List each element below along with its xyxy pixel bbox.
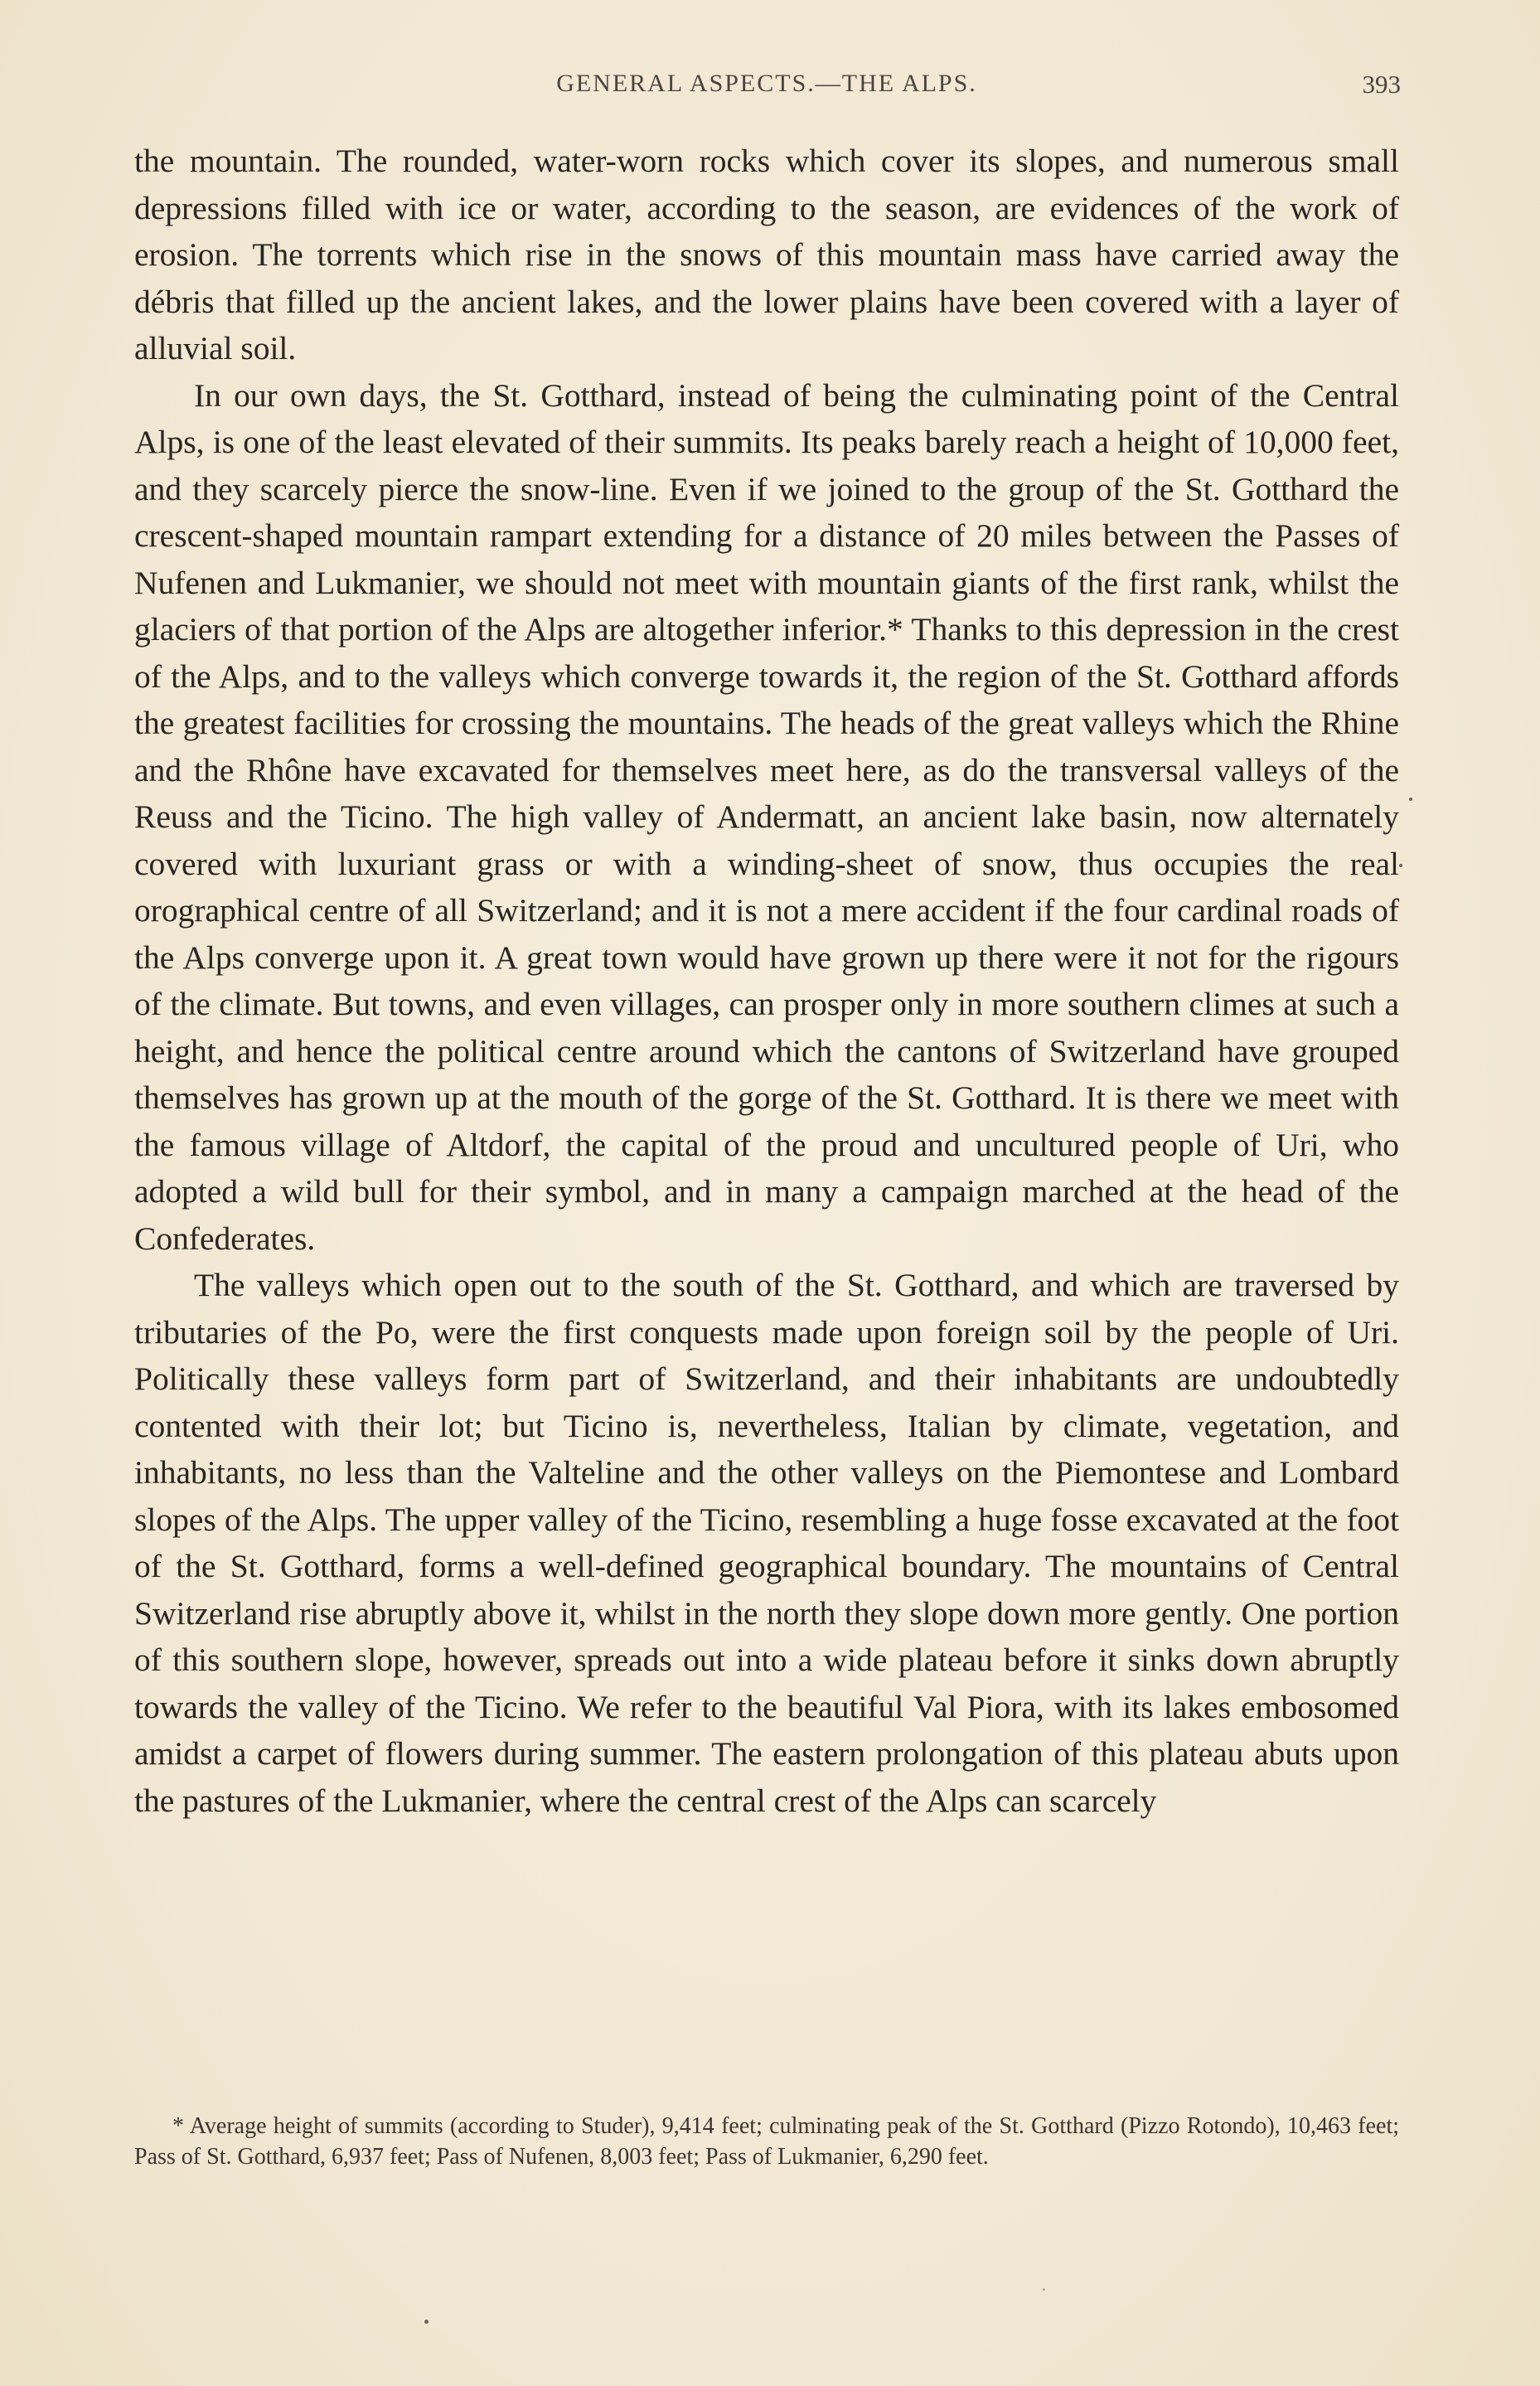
body-text [134,138,1399,1824]
paragraph-1: the mountain. The rounded, water-worn rocks which cover its slopes, and numerous small depressions filled with ice or water, according to the season, are evidences of the work of erosion. The torrents which rise in the snows of this mountain mass have carried away the débris that filled up the ancient lakes, and the lower plains have been covered with a layer of alluvial soil. [134,143,1399,366]
print-speck [1399,864,1402,867]
page-number: 393 [1362,70,1401,99]
print-speck [1409,798,1412,801]
paragraph-3: The valleys which open out to the south of the St. Gotthard, and which are traversed by tributaries of the Po, were the first conquests made upon foreign soil by the people of Uri. Politically these valleys form part of Switzerland, and their inhabitants are undoubtedly contented with their lot; but Ticino is, nevertheless, Italian by climate, vegetation, and inhabitants, no less than the Valteline and the other valleys on the Piemontese and Lombard slopes of the Alps. The upper valley of the Ticino, resembling a huge fosse excavated at the foot of the St. Gotthard, forms a well-defined geographical boundary. The mountains of Central Switzerland rise abruptly above it, whilst in the north they slope down more gently. One portion of this southern slope, however, spreads out into a wide plateau before it sinks down abruptly towards the valley of the Ticino. We refer to the beautiful Val Piora, with its lakes embosomed amidst a carpet of flowers during summer. The eastern prolongation of this plateau abuts upon the pastures of the Lukmanier, where the central crest of the Alps can scarcely [134,1267,1399,1819]
footnote [134,2111,1399,2172]
running-header [133,70,1401,111]
paragraph-2: In our own days, the St. Gotthard, instead of being the culminating point of the Central Alps, is one of the least elevated of their summits. Its peaks barely reach a height of 10,000 feet, and they scarcely pierce the snow-line. Even if we joined to the group of the St. Gotthard the crescent-shaped mountain rampart extending for a distance of 20 miles between the Passes of Nufenen and Lukmanier, we should not meet with mountain giants of the first rank, whilst the glaciers of that portion of the Alps are altogether inferior.* Thanks to this depression in the crest of the Alps, and to the valleys which converge towards it, the region of the St. Gotthard affords the greatest facilities for crossing the mountains. The heads of the great valleys which the Rhine and the Rhône have excavated for themselves meet here, as do the transversal valleys of the Reuss and the Ticino. The high valley of Andermatt, an ancient lake basin, now alternately covered with luxuriant grass or with a winding-sheet of snow, thus occupies the real orographical centre of all Switzerland; and it is not a mere accident if the four cardinal roads of the Alps converge upon it. A great town would have grown up there were it not for the rigours of the climate. But towns, and even villages, can prosper only in more southern climes at such a height, and hence the political centre around which the cantons of Switzerland have grouped themselves has grown up at the mouth of the gorge of the St. Gotthard. It is there we meet with the famous village of Altdorf, the capital of the proud and uncultured people of Uri, who adopted a wild bull for their symbol, and in many a campaign marched at the head of the Confederates. [134,376,1399,1257]
print-speck [424,2320,429,2324]
print-speck [1043,2288,1045,2291]
footnote-text: * Average height of summits (according to Studer), 9,414 feet; culminating peak of the St. Gotthard (Pizzo Rotondo), 10,463 feet; Pass of St. Gotthard, 6,937 feet; Pass of Nufenen, 8,003 feet; Pass of Lukmanier, 6,290 feet. [134,2113,1399,2170]
running-title: GENERAL ASPECTS.—THE ALPS. [556,70,977,97]
